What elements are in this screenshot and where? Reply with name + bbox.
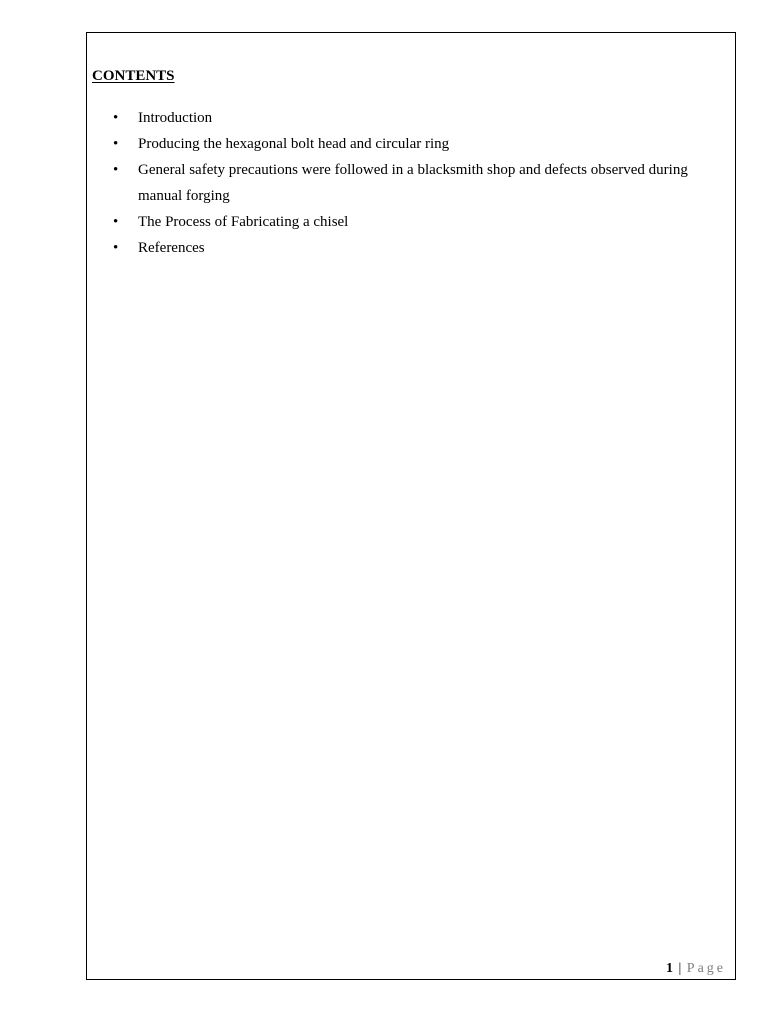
list-item	[87, 157, 727, 209]
list-item-text: The Process of Fabricating a chisel	[138, 214, 349, 230]
page-number: 1	[665, 961, 673, 976]
page-frame	[86, 32, 736, 980]
page-label: Page	[686, 961, 726, 976]
list-item-text: General safety precautions were followed in a blacksmith shop and defects observed during manual forging	[138, 162, 688, 204]
page-footer	[666, 961, 726, 977]
contents-list	[87, 105, 727, 261]
page-separator: |	[678, 961, 682, 976]
list-item-text: References	[138, 240, 205, 256]
list-item	[87, 131, 727, 157]
bullet-icon: •	[113, 110, 119, 126]
list-item	[87, 105, 727, 131]
list-item-text: Producing the hexagonal bolt head and circular ring	[138, 136, 450, 152]
list-item	[87, 209, 727, 235]
bullet-icon: •	[113, 240, 119, 256]
bullet-icon: •	[113, 162, 119, 178]
list-item-text: Introduction	[138, 110, 213, 126]
page-title: CONTENTS	[92, 68, 175, 84]
bullet-icon: •	[113, 214, 119, 230]
bullet-icon: •	[113, 136, 119, 152]
list-item	[87, 235, 727, 261]
